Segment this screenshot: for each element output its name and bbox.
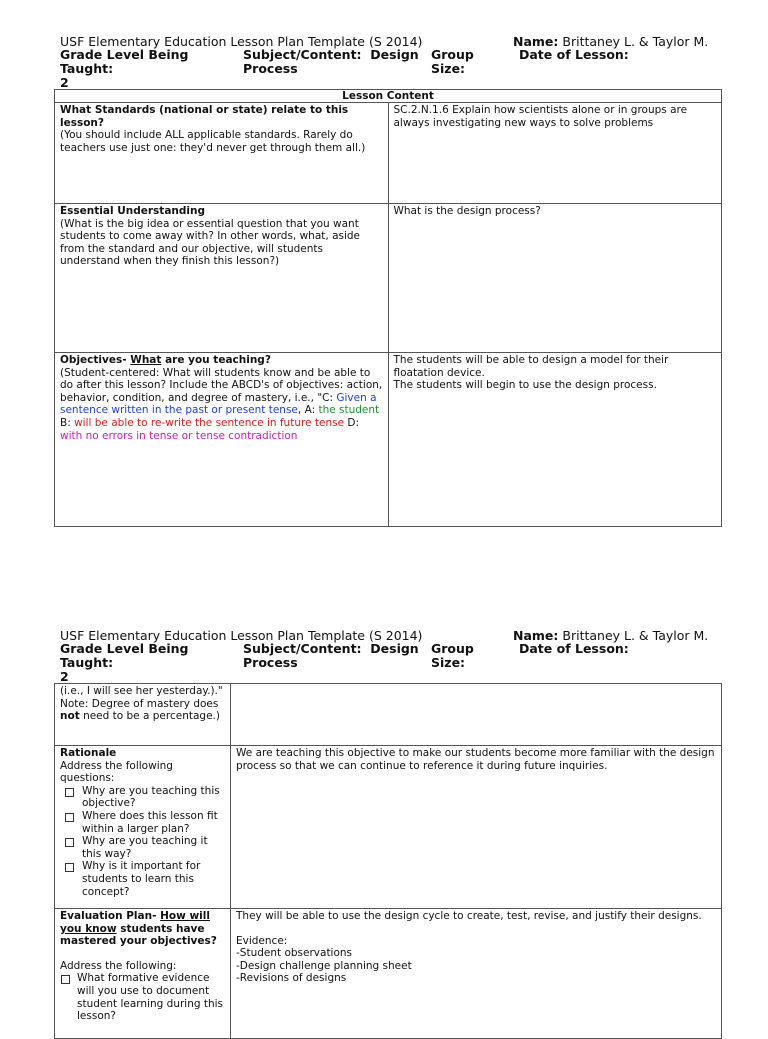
abcd-behavior: will be able to re-write the sentence in future tense xyxy=(74,416,345,429)
essential-content: What is the design process? xyxy=(388,204,722,353)
checkbox-icon xyxy=(65,813,74,822)
group-size-label: Group Size: xyxy=(431,47,474,76)
checkbox-icon xyxy=(61,975,70,984)
abcd-condition: Given a sentence written in the past or present tense xyxy=(60,391,377,417)
grade-label: Grade Level Being Taught: xyxy=(60,641,189,670)
grade-label: Grade Level Being Taught: xyxy=(60,47,189,76)
grade-value: 2 xyxy=(60,669,69,684)
evidence-label: Evidence: xyxy=(236,934,288,947)
objectives-continued-content xyxy=(231,684,722,746)
list-item: Where does this lesson fit within a larger plan? xyxy=(60,810,225,835)
list-item: Why are you teaching this objective? xyxy=(60,785,225,810)
name-label: Name: xyxy=(513,628,559,643)
evaluation-heading: Evaluation Plan- How will you know students have mastered your objectives? xyxy=(60,910,217,948)
list-item: Why is it important for students to learn this concept? xyxy=(60,860,225,898)
standards-heading: What Standards (national or state) relate to this lesson? xyxy=(60,104,349,129)
group-size-label: Group Size: xyxy=(431,641,474,670)
objectives-cell xyxy=(55,353,389,527)
page-1 xyxy=(54,34,722,534)
standards-note: (You should include ALL applicable standards. Rarely do teachers use just one: they'd never get through them all.) xyxy=(60,129,366,154)
rationale-intro: Address the following questions: xyxy=(60,759,173,785)
template-title: USF Elementary Education Lesson Plan Template (S 2014) xyxy=(60,628,423,643)
evaluation-intro: Address the following: xyxy=(60,959,177,972)
subject-field xyxy=(243,48,423,76)
rationale-question-list xyxy=(60,785,225,898)
essential-note: (What is the big idea or essential question that you want students to come away with? In other words, what, aside from the standard and our objective, will students understand when they finish this lesson?) xyxy=(60,217,361,268)
subject-field xyxy=(243,642,423,670)
abcd-degree: with no errors in tense or tense contradiction xyxy=(60,429,298,442)
grade-field xyxy=(60,48,240,90)
essential-cell xyxy=(55,204,389,353)
rationale-cell xyxy=(55,746,231,909)
name-label: Name: xyxy=(513,34,559,49)
essential-heading: Essential Understanding xyxy=(60,205,205,217)
evaluation-content: They will be able to use the design cycle to create, test, revise, and justify their designs. Evidence: -Student observations -Design challenge planning sheet -Revisions of designs xyxy=(231,909,722,1039)
page-2 xyxy=(54,628,722,1024)
date-label: Date of Lesson: xyxy=(519,47,629,62)
grade-value: 2 xyxy=(60,75,69,90)
subject-value: Design Process xyxy=(243,47,419,76)
checkbox-icon xyxy=(65,863,74,872)
objectives-heading: Objectives- What are you teaching? xyxy=(60,354,271,366)
rationale-content: We are teaching this objective to make our students become more familiar with the design process so that we can continue to reference it during future inquiries. xyxy=(231,746,722,909)
lesson-content-table xyxy=(54,89,722,527)
date-label: Date of Lesson: xyxy=(519,641,629,656)
rationale-heading: Rationale xyxy=(60,747,117,759)
subject-value: Design Process xyxy=(243,641,419,670)
evaluation-cell xyxy=(55,909,231,1039)
template-title: USF Elementary Education Lesson Plan Template (S 2014) xyxy=(60,34,423,49)
objectives-continued-cell: (i.e., I will see her yesterday.)." Note: Degree of mastery does not need to be a percentage.) xyxy=(55,684,231,746)
name-value: Brittaney L. & Taylor M. xyxy=(562,628,709,643)
objectives-content: The students will be able to design a model for their floatation device. The students will begin to use the design process. xyxy=(388,353,722,527)
evaluation-question-list xyxy=(60,972,225,1022)
subject-label: Subject/Content: xyxy=(243,641,362,656)
standards-cell xyxy=(55,103,389,204)
evidence-item: -Design challenge planning sheet xyxy=(236,959,412,972)
evidence-item: -Student observations xyxy=(236,947,353,960)
grade-field xyxy=(60,642,240,684)
subject-label: Subject/Content: xyxy=(243,47,362,62)
standards-content: SC.2.N.1.6 Explain how scientists alone or in groups are always investigating new ways to solve problems xyxy=(388,103,722,204)
evidence-item: -Revisions of designs xyxy=(236,972,347,985)
abcd-audience: the student xyxy=(318,404,380,417)
objectives-note: (Student-centered: What will students know and be able to do after this lesson? Include the ABCD's of objectives: action, behavior, condition, and degree of mastery, i.e., "C: Given a sentence written in the past or present tense, A: the student B: will be able to re-write the sentence in future tense D: with no errors in tense or tense contradiction xyxy=(60,366,383,442)
checkbox-icon xyxy=(65,838,74,847)
section-title: Lesson Content xyxy=(55,90,722,103)
list-item: What formative evidence will you use to document student learning during this lesson? xyxy=(60,972,225,1022)
lesson-content-table-continued xyxy=(54,683,722,1039)
name-value: Brittaney L. & Taylor M. xyxy=(562,34,709,49)
checkbox-icon xyxy=(65,788,74,797)
list-item: Why are you teaching it this way? xyxy=(60,835,225,860)
